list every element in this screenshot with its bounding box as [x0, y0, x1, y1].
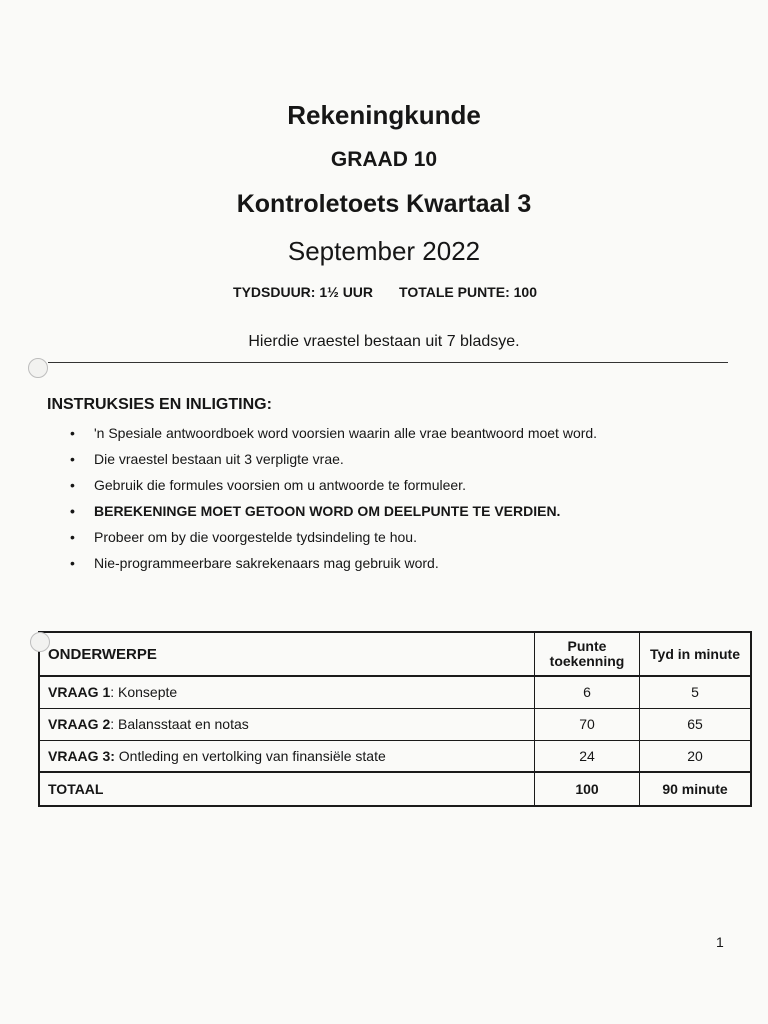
- instruction-item: • Die vraestel bestaan uit 3 verpligte vrae.: [70, 447, 597, 473]
- marks-table: [38, 631, 752, 807]
- table-row: [39, 740, 751, 772]
- bullet-icon: •: [70, 555, 75, 571]
- table-row: [39, 708, 751, 740]
- subject-title: Rekeningkunde: [287, 100, 481, 130]
- bullet-icon: •: [70, 425, 75, 441]
- table-total-row: [39, 772, 751, 806]
- row-marks: 70: [535, 708, 640, 740]
- page-number: 1: [716, 934, 724, 950]
- instruction-item: • 'n Spesiale antwoordboek word voorsien waarin alle vrae beantwoord moet word.: [70, 421, 597, 447]
- bullet-icon: •: [70, 529, 75, 545]
- header-time: Tyd in minute: [640, 632, 752, 676]
- exam-meta: [0, 284, 768, 300]
- row-marks: 6: [535, 676, 640, 708]
- instructions-list: [70, 421, 597, 577]
- table-header-row: [39, 632, 751, 676]
- row-topic: VRAAG 3: Ontleding en vertolking van finansiële state: [39, 740, 535, 772]
- row-time: 65: [640, 708, 752, 740]
- row-topic: VRAAG 1: Konsepte: [39, 676, 535, 708]
- instruction-item: • Gebruik die formules voorsien om u antwoorde te formuleer.: [70, 473, 597, 499]
- duration: TYDSDUUR: 1½ UUR: [233, 284, 374, 300]
- row-time: 20: [640, 740, 752, 772]
- total-marks: TOTALE PUNTE: 100: [399, 284, 537, 300]
- instructions-title: INSTRUKSIES EN INLIGTING:: [47, 396, 272, 413]
- total-time-cell: 90 minute: [640, 772, 752, 806]
- header-marks: Punte toekenning: [535, 632, 640, 676]
- bullet-icon: •: [70, 477, 75, 493]
- total-marks-cell: 100: [535, 772, 640, 806]
- exam-date: September 2022: [287, 236, 481, 266]
- test-title: Kontroletoets Kwartaal 3: [236, 190, 532, 218]
- punch-hole: [28, 358, 48, 378]
- row-marks: 24: [535, 740, 640, 772]
- instruction-item: • BEREKENINGE MOET GETOON WORD OM DEELPUNTE TE VERDIEN.: [70, 499, 597, 525]
- instruction-item: • Nie-programmeerbare sakrekenaars mag gebruik word.: [70, 551, 597, 577]
- instruction-item: • Probeer om by die voorgestelde tydsindeling te hou.: [70, 525, 597, 551]
- punch-hole: [30, 632, 50, 652]
- header-topics: ONDERWERPE: [39, 632, 535, 676]
- divider: [48, 362, 728, 363]
- total-label: TOTAAL: [39, 772, 535, 806]
- row-topic: VRAAG 2: Balansstaat en notas: [39, 708, 535, 740]
- grade-title: GRAAD 10: [330, 148, 438, 171]
- bullet-icon: •: [70, 503, 75, 519]
- row-time: 5: [640, 676, 752, 708]
- table-row: [39, 676, 751, 708]
- pages-note: Hierdie vraestel bestaan uit 7 bladsye.: [248, 333, 520, 350]
- bullet-icon: •: [70, 451, 75, 467]
